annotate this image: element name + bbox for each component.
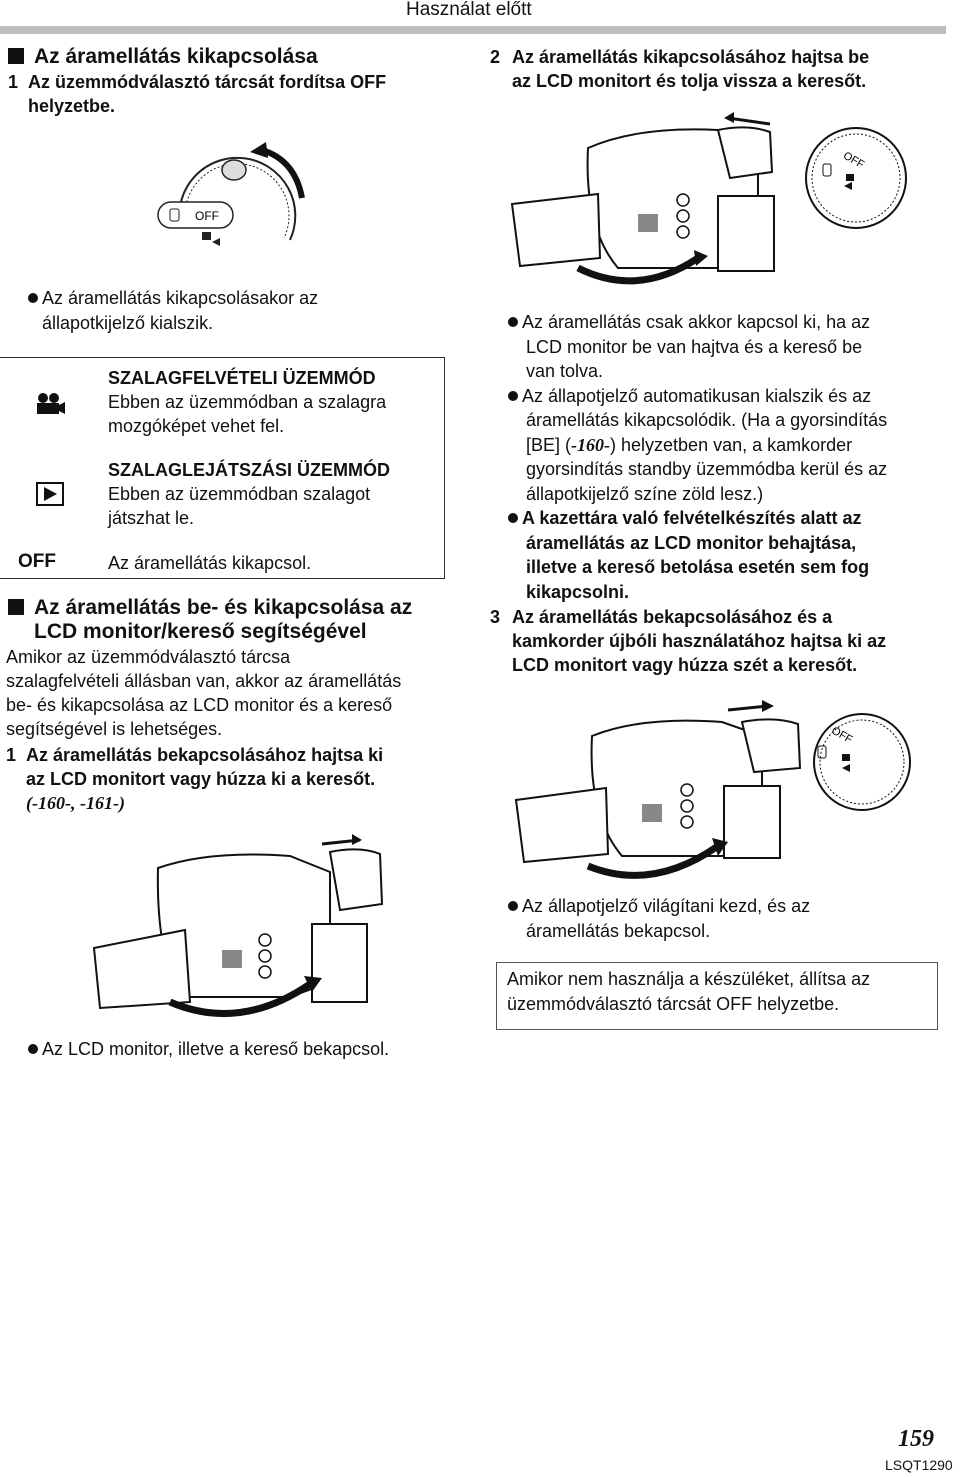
- bullet-dot-icon: [508, 513, 518, 523]
- section1-title: Az áramellátás kikapcsolása: [34, 45, 318, 68]
- step-number: 3: [490, 607, 501, 627]
- bullet-status-on: Az állapotjelző világítani kezd, és az áramellátás bekapcsol.: [508, 894, 948, 943]
- step-number: 2: [490, 47, 501, 67]
- mode-recording: SZALAGFELVÉTELI ÜZEMMÓD Ebben az üzemmódban a szalagra mozgóképet vehet fel.: [108, 368, 387, 436]
- page-reference: -160-: [571, 434, 611, 455]
- bullet-dot-icon: [508, 901, 518, 911]
- step1-text: Az üzemmódválasztó tárcsát fordítsa OFF helyzetbe.: [28, 72, 387, 116]
- section-marker-icon: [8, 48, 24, 64]
- document-code: LSQT1290: [885, 1457, 953, 1473]
- step1: [8, 70, 448, 118]
- mode-playback: SZALAGLEJÁTSZÁSI ÜZEMMÓD Ebben az üzemmódban szalagot játszhat le.: [108, 460, 390, 528]
- right-bullets: Az áramellátás csak akkor kapcsol ki, ha az LCD monitor be van hajtva és a kereső be van tolva. Az állapotjelző automatikusan kialszik és az áramellátás kikapcsolódik. (Ha a gyorsindítás [BE] (-160-) helyzetben van, a kamkorder gyorsindítás standby üzemmódba kerül és az állapotkijelző színe zöld lesz.) A kazettára való felvételkészítés alatt az áramellátás az LCD monitor behajtása, illetve a kereső betolása esetén sem fog kikapcsolni.: [508, 310, 953, 604]
- mode-off-label: OFF: [18, 551, 56, 572]
- bullet-dot-icon: [508, 391, 518, 401]
- section2-paragraph: Amikor az üzemmódválasztó tárcsa szalagfelvételi állásban van, akkor az áramellátás be- és kikapcsolása az LCD monitor és a kereső segítségével is lehetséges.: [6, 647, 402, 739]
- bullet-monitor-on: Az LCD monitor, illetve a kereső bekapcsol.: [28, 1037, 458, 1062]
- note-box: Amikor nem használja a készüléket, állítsa az üzemmódválasztó tárcsát OFF helyzetbe.: [496, 962, 938, 1030]
- dial-off-label: OFF: [195, 209, 219, 223]
- step-power-on-again: 3 Az áramellátás bekapcsolásához és a kamkorder újbóli használatához hajtsa ki az LCD monitort vagy húzza szét a keresőt.: [490, 607, 887, 675]
- step-number: 1: [6, 745, 17, 765]
- play-icon: [36, 482, 64, 506]
- section2-heading: Az áramellátás be- és kikapcsolása az LCD monitor/kereső segítségével: [8, 596, 458, 644]
- step1-number: 1: [8, 72, 19, 92]
- bullet-dot-icon: [508, 317, 518, 327]
- dial-off-label-right: OFF: [841, 149, 867, 172]
- camcorder-close-illustration: [508, 108, 928, 298]
- page-number: 159: [898, 1426, 934, 1452]
- camera-icon: [34, 392, 66, 416]
- mode-off-desc: Az áramellátás kikapcsol.: [108, 553, 312, 573]
- camcorder-open-illustration: [90, 832, 390, 1032]
- svg-text:OFF: OFF: [829, 724, 855, 747]
- bullet-dot-icon: [28, 1044, 38, 1054]
- header-section-title: Használat előtt: [406, 0, 532, 20]
- page-reference: (-160-, -161-): [26, 793, 125, 813]
- step-power-off: 2 Az áramellátás kikapcsolásához hajtsa be az LCD monitort és tolja vissza a keresőt.: [490, 47, 870, 91]
- step-power-on: 1 Az áramellátás bekapcsolásához hajtsa ki az LCD monitort vagy húzza ki a keresőt. (-160-, -161-): [6, 743, 456, 815]
- section1-heading: [8, 45, 318, 69]
- mode-dial-illustration: [150, 140, 320, 265]
- camcorder-reopen-illustration: [512, 696, 922, 886]
- header-bar: [0, 26, 946, 34]
- section-marker-icon: [8, 599, 24, 615]
- bullet-dot-icon: [28, 293, 38, 303]
- bullet-status-off: Az áramellátás kikapcsolásakor az állapotkijelző kialszik.: [28, 286, 448, 335]
